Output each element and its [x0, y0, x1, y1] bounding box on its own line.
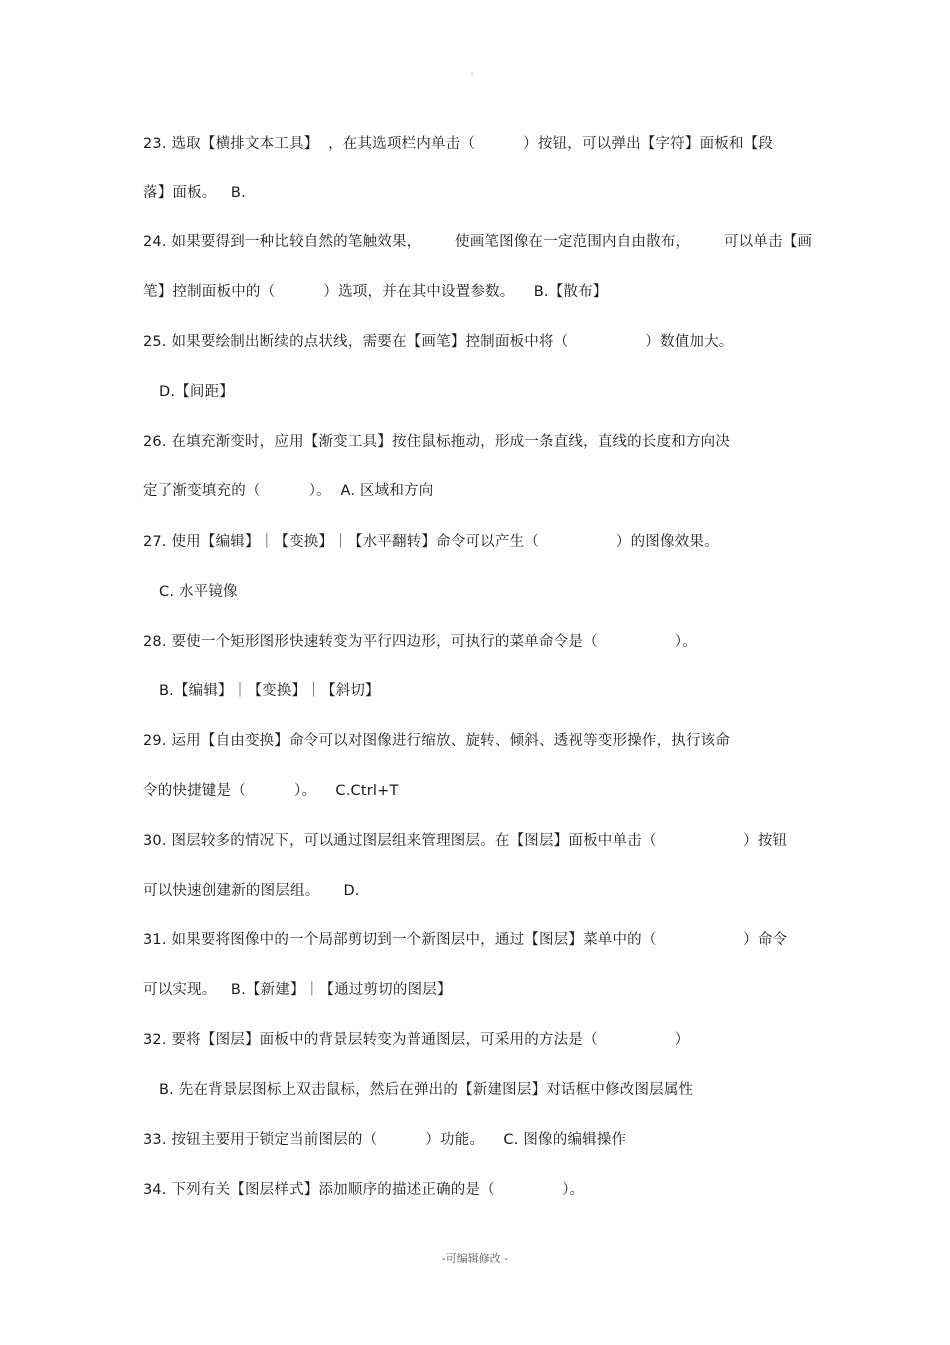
question-27-line-1: 27. 使用【编辑】｜【变换】｜【水平翻转】命令可以产生（ ）的图像效果。 [143, 534, 719, 550]
question-32-answer: B. 先在背景层图标上双击鼠标，然后在弹出的【新建图层】对话框中修改图层属性 [159, 1082, 694, 1098]
question-32-line-1: 32. 要将【图层】面板中的背景层转变为普通图层，可采用的方法是（ ） [143, 1032, 690, 1048]
question-28-answer: B.【编辑】｜【变换】｜【斜切】 [159, 683, 380, 699]
question-30-line-1: 30. 图层较多的情况下，可以通过图层组来管理图层。在【图层】面板中单击（ ）按钮 [143, 833, 788, 849]
question-26-line-1: 26. 在填充渐变时，应用【渐变工具】按住鼠标拖动，形成一条直线，直线的长度和方向决 [143, 434, 731, 450]
question-25-line-1: 25. 如果要绘制出断续的点状线，需要在【画笔】控制面板中将（ ）数值加大。 [143, 334, 734, 350]
question-30-line-2: 可以快速创建新的图层组。 D. [143, 883, 360, 899]
question-34-line-1: 34. 下列有关【图层样式】添加顺序的描述正确的是（ ）。 [143, 1182, 585, 1198]
question-31-line-2: 可以实现。 B.【新建】｜【通过剪切的图层】 [143, 982, 452, 998]
question-26-line-2: 定了渐变填充的（ ）。 A. 区域和方向 [143, 483, 434, 499]
question-27-answer: C. 水平镜像 [159, 584, 238, 600]
question-23-line-2: 落】面板。 B. [143, 185, 246, 201]
question-29-line-1: 29. 运用【自由变换】命令可以对图像进行缩放、旋转、倾斜、透视等变形操作，执行该命 [143, 733, 731, 749]
question-23-line-1: 23. 选取【横排文本工具】 ，在其选项栏内单击（ ）按钮，可以弹出【字符】面板和【段 [143, 136, 774, 152]
page-footer: -可编辑修改 - [441, 1252, 509, 1265]
question-24-line-2: 笔】控制面板中的（ ）选项，并在其中设置参数。 B.【散布】 [143, 284, 608, 300]
question-24-line-1: 24. 如果要得到一种比较自然的笔触效果， 使画笔图像在一定范围内自由散布， 可以单击【画 [143, 234, 813, 250]
question-29-line-2: 令的快捷键是（ ）。 C.Ctrl+T [143, 783, 399, 799]
page-top-mark: 。 [470, 67, 480, 77]
question-33-line-1: 33. 按钮主要用于锁定当前图层的（ ）功能。 C. 图像的编辑操作 [143, 1132, 627, 1148]
question-28-line-1: 28. 要使一个矩形图形快速转变为平行四边形，可执行的菜单命令是（ ）。 [143, 634, 697, 650]
question-31-line-1: 31. 如果要将图像中的一个局部剪切到一个新图层中，通过【图层】菜单中的（ ）命令 [143, 932, 788, 948]
question-25-answer: D.【间距】 [159, 384, 234, 400]
